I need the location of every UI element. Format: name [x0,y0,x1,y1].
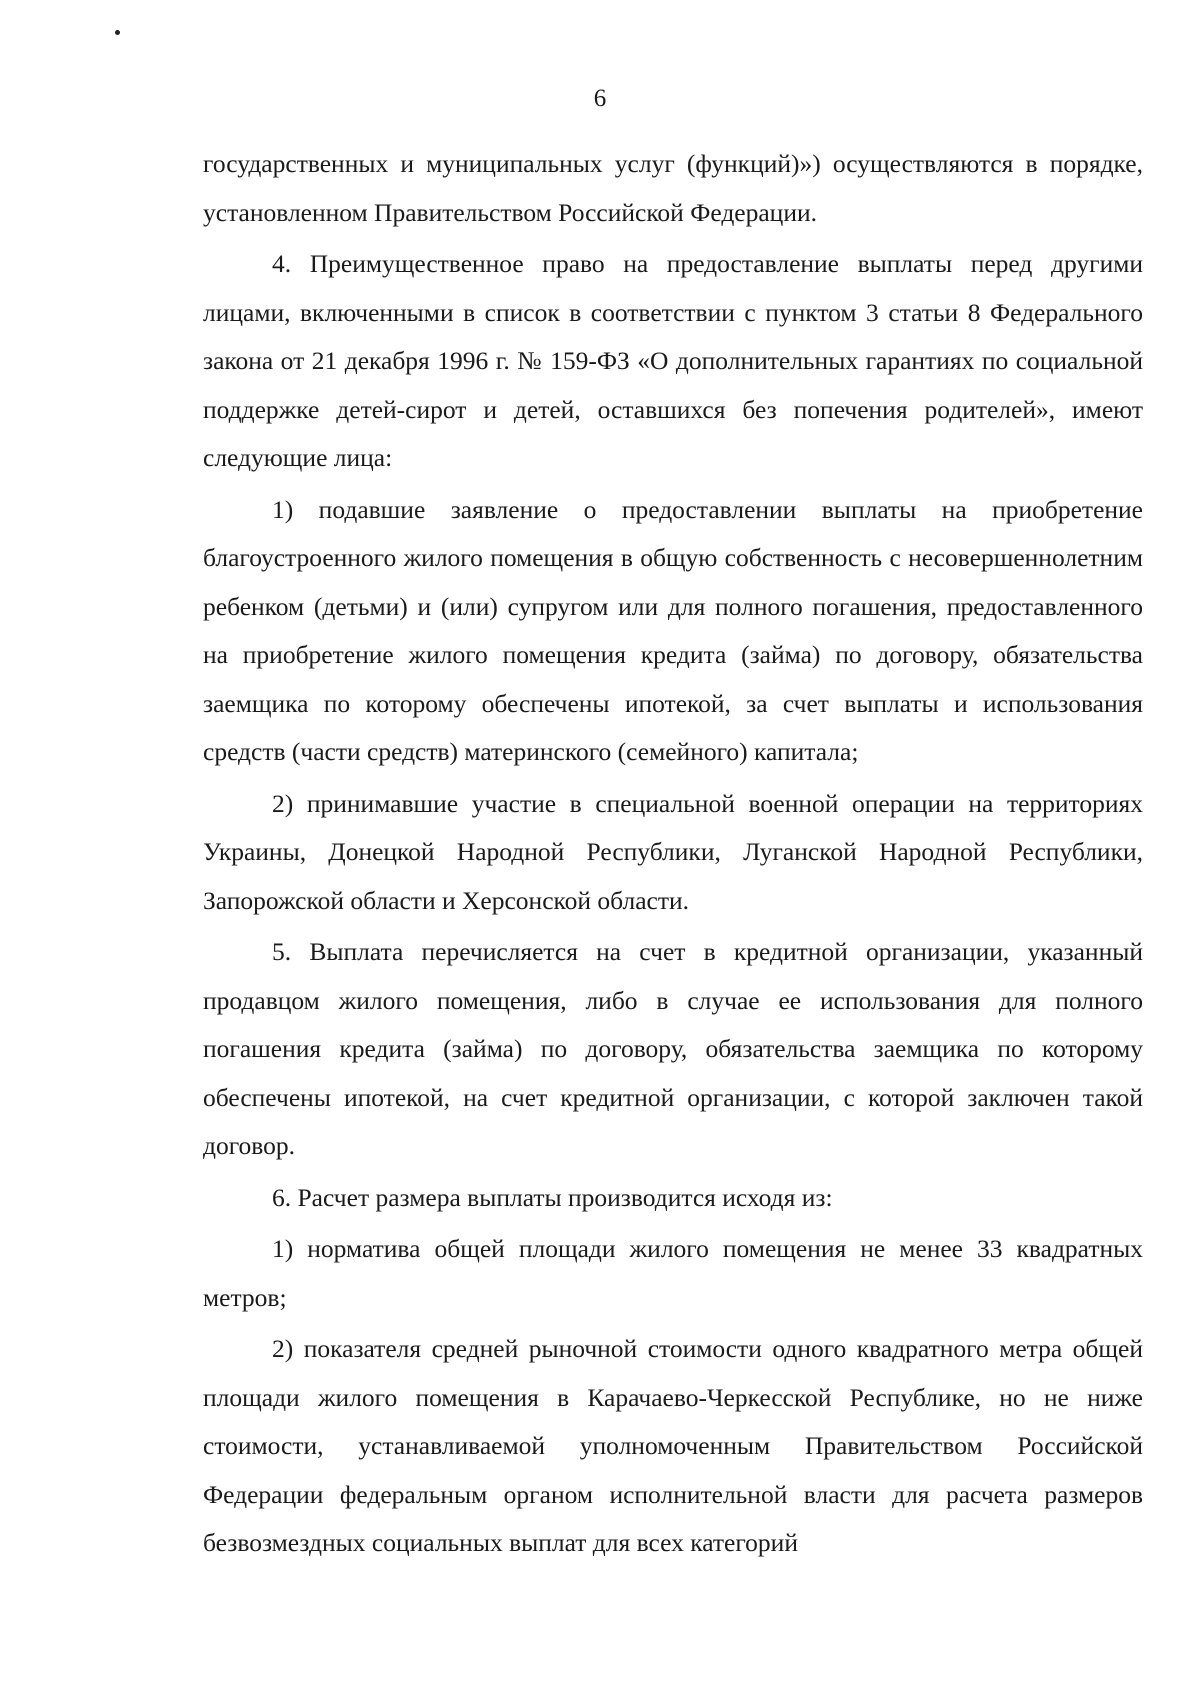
document-body [203,140,1143,1568]
paragraph-item-6: 6. Расчет размера выплаты производится исходя из: [272,1182,833,1212]
paragraph-subitem-6-2: 2) показателя средней рыночной стоимости одного квадратного метра общей площади жилого помещения в Карачаево-Черкесской Республике, но не ниже стоимости, устанавливаемой уполномоченным Правительством Российской Федерации федеральным органом исполнительной власти для расчета размеров безвозмездных социальных выплат для всех категорий [203,1334,1143,1557]
page-number: 6 [593,85,607,112]
paragraph-subitem-4-2: 2) принимавшие участие в специальной военной операции на территориях Украины, Донецкой Народной Республики, Луганской Народной Республики, Запорожской области и Херсонской области. [203,788,1143,915]
scan-artifact-dot [115,30,120,35]
paragraph-item-5: 5. Выплата перечисляется на счет в кредитной организации, указанный продавцом жилого помещения, либо в случае ее использования для полного погашения кредита (займа) по договору, обязательства заемщика по которому обеспечены ипотекой, на счет кредитной организации, с которой заключен такой договор. [203,937,1143,1160]
paragraph-subitem-6-1: 1) норматива общей площади жилого помещения не менее 33 квадратных метров; [203,1234,1143,1312]
paragraph-continuation: государственных и муниципальных услуг (функций)») осуществляются в порядке, установленном Правительством Российской Федерации. [203,149,1143,227]
paragraph-subitem-4-1: 1) подавшие заявление о предоставлении выплаты на приобретение благоустроенного жилого помещения в общую собственность с несовершеннолетним ребенком (детьми) и (или) супругом или для полного погашения, предоставленного на приобретение жилого помещения кредита (займа) по договору, обязательства заемщика по которому обеспечены ипотекой, за счет выплаты и использования средств (части средств) материнского (семейного) капитала; [203,494,1143,766]
paragraph-item-4: 4. Преимущественное право на предоставление выплаты перед другими лицами, включенными в список в соответствии с пунктом 3 статьи 8 Федерального закона от 21 декабря 1996 г. № 159-ФЗ «О дополнительных гарантиях по социальной поддержке детей-сирот и детей, оставшихся без попечения родителей», имеют следующие лица: [203,249,1143,472]
